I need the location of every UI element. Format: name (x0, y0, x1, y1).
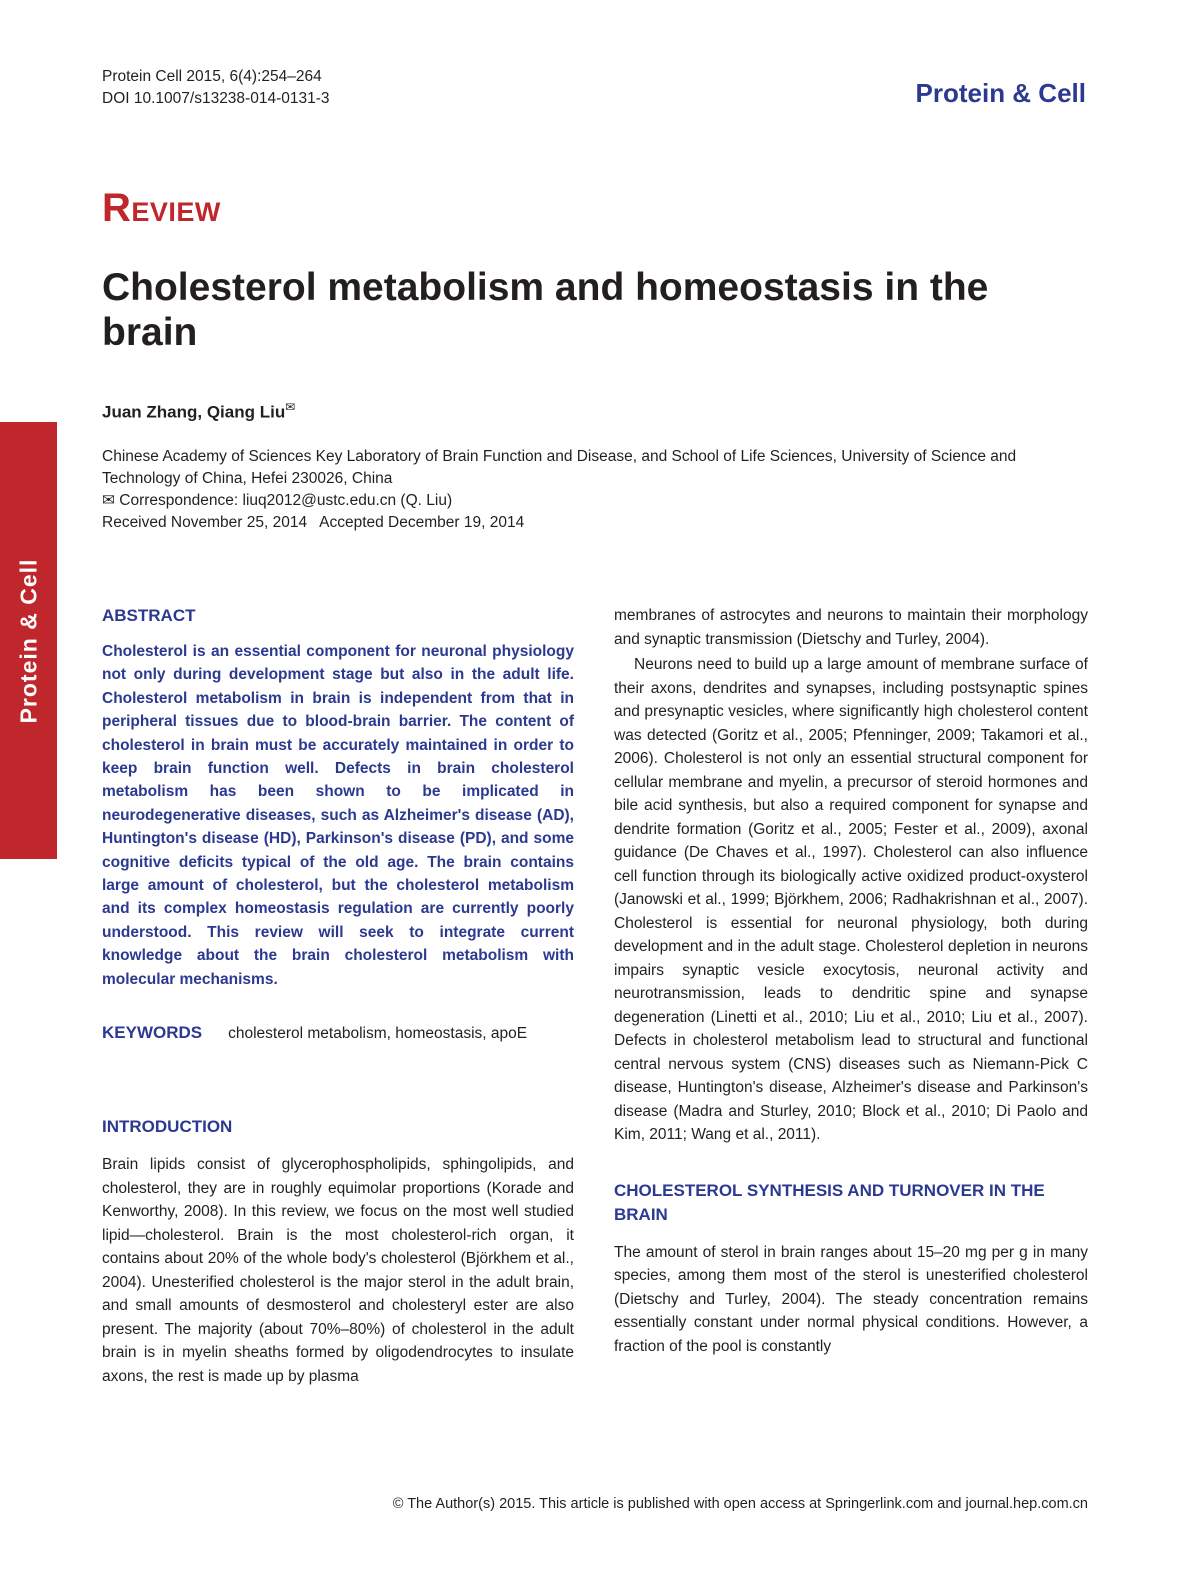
neurons-paragraph: Neurons need to build up a large amount of membrane surface of their axons, dendrites and synapses, including postsynaptic spines and presynaptic vesicles, where significantly high cholesterol content was detected (Goritz et al., 2005; Pfenninger, 2009; Takamori et al., 2006). Cholesterol is not only an essential structural component for cellular membrane and myelin, a precursor of steroid hormones and bile acid synthesis, but also a required component for synapse and dendrite formation (Goritz et al., 2005; Fester et al., 2009), axonal guidance (De Chaves et al., 1997). Cholesterol can also influence cell function through its biologically active oxidized product-oxysterol (Janowski et al., 1999; Björkhem, 2006; Radhakrishnan et al., 2007). Cholesterol is essential for neuronal physiology, both during development and in the adult stage. Cholesterol depletion in neurons impairs synaptic vesicle exocytosis, neuronal activity and neurotransmission, leads to dendritic spine and synapse degeneration (Linetti et al., 2010; Liu et al., 2010; Liu et al., 2007). Defects in cholesterol metabolism lead to structural and functional central nervous system (CNS) diseases such as Niemann-Pick C disease, Huntington's disease, Alzheimer's disease and Parkinson's disease (Madra and Sturley, 2010; Block et al., 2010; Di Paolo and Kim, 2011; Wang et al., 2011). (614, 656, 1088, 1143)
journal-logo: Protein & Cell (915, 78, 1086, 108)
correspondence: ✉ Correspondence: liuq2012@ustc.edu.cn (Q. Liu) (102, 492, 453, 509)
introduction-text: Brain lipids consist of glycerophospholipids, sphingolipids, and cholesterol, they are in roughly equimolar proportions (Korade and Kenworthy, 2008). In this review, we focus on the most well studied lipid—cholesterol. Brain is the most cholesterol-rich organ, it contains about 20% of the whole body's cholesterol (Björkhem et al., 2004). Unesterified cholesterol is the major sterol in the adult brain, and small amounts of desmosterol and cholesteryl ester are also present. The majority (about 70%–80%) of cholesterol in the adult brain is in myelin sheaths formed by oligodendrocytes to insulate axons, the rest is made up by plasma (102, 1156, 574, 1385)
envelope-icon: ✉ (285, 400, 296, 414)
doi: DOI 10.1007/s13238-014-0131-3 (102, 90, 330, 107)
article-type (102, 186, 221, 231)
copyright-footer: © The Author(s) 2015. This article is published with open access at Springerlink.com and journal.hep.com.cn (392, 1496, 1088, 1512)
continuation-paragraph: membranes of astrocytes and neurons to maintain their morphology and synaptic transmission (Dietschy and Turley, 2004). (614, 607, 1088, 648)
synthesis-text: The amount of sterol in brain ranges about 15–20 mg per g in many species, among them most of the sterol is unesterified cholesterol (Dietschy and Turley, 2004). The steady concentration remains essentially constant under normal physical conditions. However, a fraction of the pool is constantly (614, 1243, 1088, 1355)
dates: Received November 25, 2014 Accepted December 19, 2014 (102, 514, 525, 531)
author-names: Juan Zhang, Qiang Liu (102, 402, 286, 422)
synthesis-heading: CHOLESTEROL SYNTHESIS AND TURNOVER IN THE BRAIN (614, 1180, 1045, 1224)
keywords-label: KEYWORDS (102, 1023, 203, 1043)
citation: Protein Cell 2015, 6(4):254–264 (102, 68, 322, 85)
keywords-text: cholesterol metabolism, homeostasis, apoE (228, 1025, 528, 1043)
article-title: Cholesterol metabolism and homeostasis in the brain (102, 266, 989, 354)
keywords (102, 1021, 574, 1045)
side-tab (0, 422, 57, 859)
article-type-first-letter: R (102, 186, 132, 230)
introduction-heading: INTRODUCTION (102, 1117, 233, 1137)
affiliation-block (102, 446, 1092, 512)
article-type-rest: EVIEW (131, 197, 221, 227)
left-column (102, 604, 574, 1388)
abstract-heading: ABSTRACT (102, 606, 196, 625)
side-tab-label: Protein & Cell (15, 558, 41, 723)
abstract-text: Cholesterol is an essential component for neuronal physiology not only during development stage but also in the adult life. Cholesterol metabolism in brain is independent from that in peripheral tissues due to blood-brain barrier. The content of cholesterol in brain must be accurately maintained in order to keep brain function well. Defects in brain cholesterol metabolism has been shown to be implicated in neurodegenerative diseases, such as Alzheimer's disease (AD), Huntington's disease (HD), Parkinson's disease (PD), and some cognitive deficits typical of the old age. The brain contains large amount of cholesterol, but the cholesterol metabolism and its complex homeostasis regulation are currently poorly understood. This review will seek to integrate current knowledge about the brain cholesterol metabolism with molecular mechanisms. (102, 643, 574, 988)
authors (102, 400, 295, 423)
right-column (614, 604, 1088, 1358)
affiliation: Chinese Academy of Sciences Key Laboratory of Brain Function and Disease, and School of Life Sciences, University of Science and Technology of China, Hefei 230026, China (102, 448, 1017, 487)
citation-block (102, 66, 330, 110)
